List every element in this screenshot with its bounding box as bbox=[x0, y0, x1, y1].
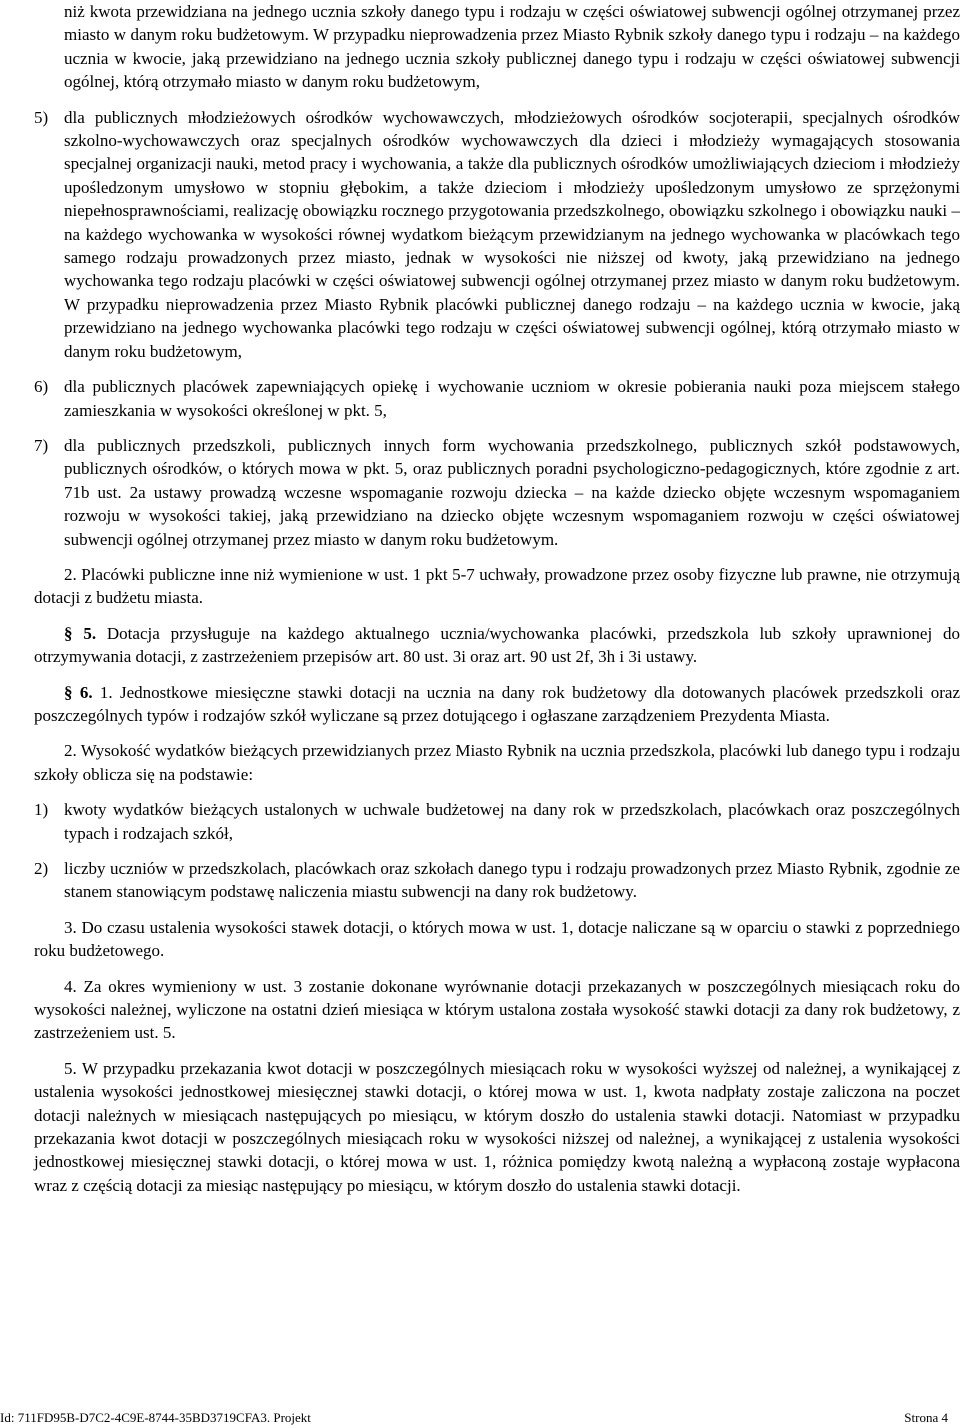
list-item-5 bbox=[34, 106, 960, 363]
list-item-number: 7) bbox=[34, 435, 49, 455]
section-6-text: 1. Jednostkowe miesięczne stawki dotacji na ucznia na dany rok budżetowy dla dotowanych placówek przedszkoli oraz poszczególnych typów i rodzajów szkół wyliczane są przez dotującego i ogłaszane zarządzeniem Prezydenta Miasta. bbox=[34, 682, 960, 725]
list-item-b2 bbox=[34, 857, 960, 904]
section-5 bbox=[34, 622, 960, 669]
list-item-b1 bbox=[34, 798, 960, 845]
section-6-label: § 6. bbox=[64, 682, 93, 702]
section-6 bbox=[34, 681, 960, 728]
intro-continuation: niż kwota przewidziana na jednego ucznia szkoły danego typu i rodzaju w części oświatowej subwencji ogólnej otrzymanej przez miasto w danym roku budżetowym. W przypadku nieprowadzenia przez Miasto Rybnik szkoły danego typu i rodzaju – na każdego ucznia w kwocie, jaką przewidziano na jednego ucznia szkoły publicznej danego typu i rodzaju w części oświatowej subwencji ogólnej, którą otrzymało miasto w danym roku budżetowym, bbox=[64, 2, 960, 92]
document-page bbox=[34, 0, 960, 1197]
list-item-number: 1) bbox=[34, 800, 49, 820]
list-item-number: 5) bbox=[34, 107, 49, 127]
document-id: Id: 711FD95B-D7C2-4C9E-8744-35BD3719CFA3. Projekt bbox=[0, 1410, 311, 1425]
list-item-number: 6) bbox=[34, 377, 49, 397]
list-item-7 bbox=[34, 434, 960, 551]
paragraph-6-5: 5. W przypadku przekazania kwot dotacji w poszczególnych miesiącach roku w wysokości wyższej od należnej, a wynikającej z ustalenia wysokości jednostkowej miesięcznej stawki dotacji, o której mowa w ust. 1, kwota nadpłaty zostaje zaliczona na poczet dotacji należnych w miesiącach następujących po miesiącu, w którym doszło do ustalenia stawki dotacji. Natomiast w przypadku przekazania kwot dotacji w poszczególnych miesiącach roku w wysokości niższej od należnej, a wynikającej z ustalenia wysokości jednostkowej miesięcznej stawki dotacji, o której mowa w ust. 1, różnica pomiędzy kwotą należną a wypłaconą zostaje wypłacona wraz z częścią dotacji za miesiąc następujący po miesiącu, w którym doszło do ustalenia stawki dotacji. bbox=[34, 1058, 960, 1195]
list-item-number: 2) bbox=[34, 859, 49, 878]
section-5-text: Dotacja przysługuje na każdego aktualnego ucznia/wychowanka placówki, przedszkola lub szkoły uprawnionej do otrzymywania dotacji, z zastrzeżeniem przepisów art. 80 ust. 3i oraz art. 90 ust 2f, 3h i 3i ustawy. bbox=[34, 623, 960, 667]
list-item-text: dla publicznych przedszkoli, publicznych innych form wychowania przedszkolnego, publicznych szkół podstawowych, publicznych ośrodków, o których mowa w pkt. 5, oraz publicznych poradni psychologiczno-pedagogicznych, które zgodnie z art. 71b ust. 2a ustawy prowadzą wczesne wspomaganie rozwoju dziecka – na każde dziecko objęte wczesnym wspomaganiem rozwoju w wysokości takiej, jaką przewidziano na dziecko objęte wczesnym wspomaganiem rozwoju w części oświatowej subwencji ogólnej otrzymanej przez miasto w danym roku budżetowym. bbox=[64, 435, 960, 549]
paragraph-6-3: 3. Do czasu ustalenia wysokości stawek dotacji, o których mowa w ust. 1, dotacje naliczane są w oparciu o stawki z poprzedniego roku budżetowego. bbox=[34, 917, 960, 961]
list-item-text: liczby uczniów w przedszkolach, placówkach oraz szkołach danego typu i rodzaju prowadzonych przez Miasto Rybnik, zgodnie ze stanem stanowiącym podstawę naliczenia miastu subwencji na dany rok budżetowy. bbox=[64, 859, 960, 902]
list-item-6 bbox=[34, 375, 960, 422]
paragraph-6-4: 4. Za okres wymieniony w ust. 3 zostanie dokonane wyrównanie dotacji przekazanych w poszczególnych miesiącach roku do wysokości należnej, wyliczone na ostatni dzień miesiąca w którym ustalona została wysokość stawki dotacji za dany rok budżetowy, z zastrzeżeniem ust. 5. bbox=[34, 976, 960, 1043]
paragraph-6-2: 2. Wysokość wydatków bieżących przewidzianych przez Miasto Rybnik na ucznia przedszkola, placówki lub danego typu i rodzaju szkoły oblicza się na podstawie: bbox=[34, 741, 960, 784]
list-item-text: kwoty wydatków bieżących ustalonych w uchwale budżetowej na dany rok w przedszkolach, placówkach oraz poszczególnych typach i rodzajach szkół, bbox=[64, 800, 960, 843]
page-number: Strona 4 bbox=[904, 1410, 948, 1425]
paragraph-4-2: 2. Placówki publiczne inne niż wymienione w ust. 1 pkt 5-7 uchwały, prowadzone przez osoby fizyczne lub prawne, nie otrzymują dotacji z budżetu miasta. bbox=[34, 564, 960, 608]
section-5-label: § 5. bbox=[64, 623, 97, 643]
page-footer bbox=[0, 1410, 948, 1426]
list-item-text: dla publicznych młodzieżowych ośrodków wychowawczych, młodzieżowych ośrodków socjoterapii, specjalnych ośrodków szkolno-wychowawczych oraz specjalnych ośrodków wychowawczych dla dzieci i młodzieży wymagających stosowania specjalnej organizacji nauki, metod pracy i wychowania, a także dla publicznych ośrodków umożliwiających dzieciom i młodzieży upośledzonym umysłowo w stopniu głębokim, a także dzieciom i młodzieży upośledzonym umysłowo ze sprzężonymi niepełnosprawnościami, realizację obowiązku rocznego przygotowania przedszkolnego, obowiązku szkolnego i obowiązku nauki – na każdego wychowanka w wysokości równej wydatkom bieżącym przewidzianym na jednego wychowanka w placówkach tego samego rodzaju prowadzonych przez miasto, jednak w wysokości nie niższej od kwoty, jaką przewidziano na jednego wychowanka tego rodzaju placówki w części oświatowej subwencji ogólnej otrzymanej przez miasto w danym roku budżetowym. W przypadku nieprowadzenia przez Miasto Rybnik placówki publicznej danego rodzaju – na każdego ucznia w kwocie, jaką przewidziano na jednego wychowanka placówki tego rodzaju w części oświatowej subwencji ogólnej, którą otrzymało miasto w danym roku budżetowym, bbox=[64, 107, 960, 361]
list-item-text: dla publicznych placówek zapewniających opiekę i wychowanie uczniom w okresie pobierania nauki poza miejscem stałego zamieszkania w wysokości określonej w pkt. 5, bbox=[64, 377, 960, 420]
